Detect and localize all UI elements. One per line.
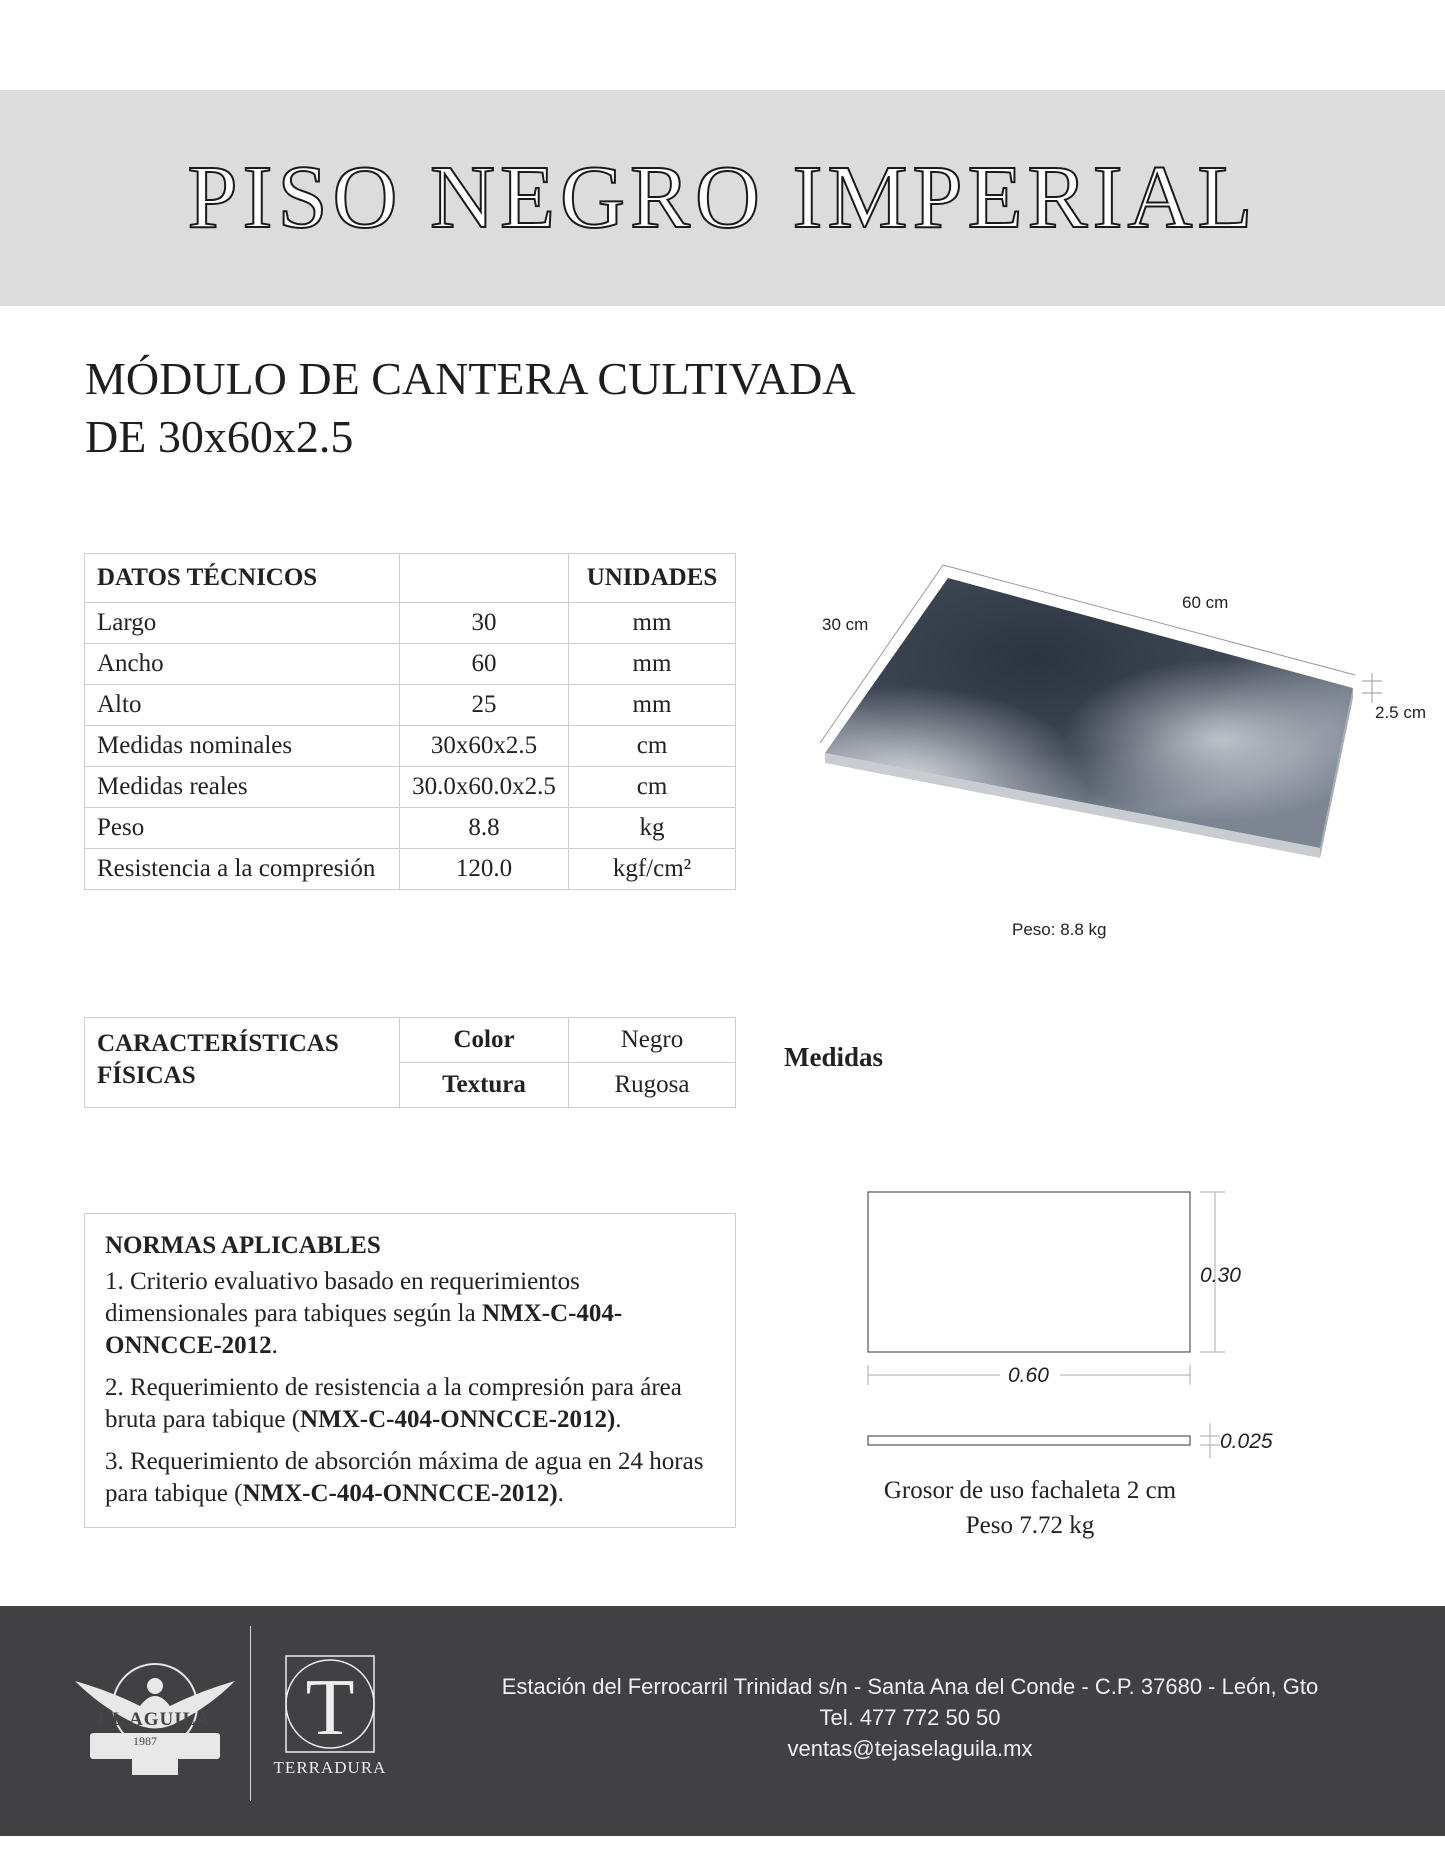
table-row <box>85 767 736 808</box>
title-banner <box>0 90 1445 306</box>
norma-2-code: NMX-C-404-ONNCCE-2012) <box>300 1406 616 1433</box>
row-value: 25 <box>400 685 569 726</box>
drawing-svg <box>860 1180 1300 1480</box>
table-row <box>85 849 736 890</box>
color-key: Color <box>400 1018 569 1063</box>
drawing-caption <box>850 1473 1210 1543</box>
norma-2-end: . <box>615 1406 622 1433</box>
texture-value: Rugosa <box>569 1063 736 1108</box>
physical-label-line-2: FÍSICAS <box>97 1062 196 1089</box>
table-row <box>85 808 736 849</box>
header-value <box>400 554 569 603</box>
norma-item-1 <box>105 1266 715 1362</box>
row-label: Peso <box>85 808 400 849</box>
product-subtitle <box>85 350 856 466</box>
tile-length-label: 60 cm <box>1182 593 1229 612</box>
norma-2-text: 2. Requerimiento de resistencia a la compresión para área bruta para tabique ( <box>105 1374 682 1433</box>
norma-item-3 <box>105 1446 715 1510</box>
drawing-edge-rect <box>868 1436 1190 1445</box>
row-unit: kg <box>569 808 736 849</box>
row-unit: mm <box>569 685 736 726</box>
terradura-letter: T <box>305 1664 355 1752</box>
page-title: PISO NEGRO IMPERIAL <box>187 148 1258 247</box>
row-label: Resistencia a la compresión <box>85 849 400 890</box>
footer-email[interactable]: ventas@tejaselaguila.mx <box>787 1736 1033 1761</box>
drawing-caption-line-2: Peso 7.72 kg <box>965 1512 1095 1539</box>
table-row <box>85 685 736 726</box>
table-row <box>85 603 736 644</box>
tile-weight-label: Peso: 8.8 kg <box>1012 920 1107 939</box>
row-unit: mm <box>569 603 736 644</box>
subtitle-line-2: DE 30x60x2.5 <box>85 411 354 462</box>
color-value: Negro <box>569 1018 736 1063</box>
physical-characteristics-table <box>84 1017 736 1108</box>
row-unit: mm <box>569 644 736 685</box>
row-label: Ancho <box>85 644 400 685</box>
dimension-drawing <box>860 1180 1300 1480</box>
header-unit: UNIDADES <box>569 554 736 603</box>
drawing-thickness-label: 0.025 <box>1220 1430 1273 1453</box>
header-label: DATOS TÉCNICOS <box>85 554 400 603</box>
row-label: Medidas nominales <box>85 726 400 767</box>
row-unit: cm <box>569 726 736 767</box>
table-row <box>85 644 736 685</box>
row-value: 60 <box>400 644 569 685</box>
row-value: 30x60x2.5 <box>400 726 569 767</box>
drawing-width-label: 0.60 <box>1008 1364 1049 1387</box>
tile-width-label: 30 cm <box>822 615 869 634</box>
table-row <box>85 1018 736 1063</box>
norma-item-2 <box>105 1372 715 1436</box>
row-value: 30.0x60.0x2.5 <box>400 767 569 808</box>
norma-1-text: 1. Criterio evaluativo basado en requerimientos dimensionales para tabiques según la <box>105 1268 580 1327</box>
el-aguila-year: 1987 <box>133 1734 157 1748</box>
row-label: Largo <box>85 603 400 644</box>
drawing-caption-line-1: Grosor de uso fachaleta 2 cm <box>883 1477 1177 1504</box>
row-unit: kgf/cm² <box>569 849 736 890</box>
physical-label <box>85 1018 400 1108</box>
texture-key: Textura <box>400 1063 569 1108</box>
norma-3-code: NMX-C-404-ONNCCE-2012) <box>242 1480 558 1507</box>
normas-heading: NORMAS APLICABLES <box>105 1232 381 1259</box>
norma-3-end: . <box>557 1480 564 1507</box>
terradura-logo <box>272 1654 388 1754</box>
footer-contact <box>460 1671 1360 1764</box>
normas-box <box>84 1213 736 1528</box>
row-unit: cm <box>569 767 736 808</box>
medidas-heading: Medidas <box>784 1042 884 1072</box>
norma-3-text: 3. Requerimiento de absorción máxima de agua en 24 horas para tabique ( <box>105 1448 704 1507</box>
drawing-face-rect <box>868 1192 1190 1352</box>
logo-divider <box>250 1626 251 1801</box>
tech-data-table <box>84 553 736 890</box>
drawing-height-label: 0.30 <box>1200 1264 1241 1287</box>
row-value: 30 <box>400 603 569 644</box>
el-aguila-name: EL AGUILA <box>98 1709 212 1730</box>
tile-illustration <box>810 553 1440 953</box>
footer-phone: Tel. 477 772 50 50 <box>819 1705 1001 1730</box>
table-header-row <box>85 554 736 603</box>
table-row <box>85 726 736 767</box>
physical-label-line-1: CARACTERÍSTICAS <box>97 1030 339 1057</box>
row-value: 120.0 <box>400 849 569 890</box>
norma-1-end: . <box>271 1332 278 1359</box>
tile-product-image <box>810 553 1440 953</box>
subtitle-line-1: MÓDULO DE CANTERA CULTIVADA <box>85 353 856 404</box>
row-label: Medidas reales <box>85 767 400 808</box>
terradura-name: TERRADURA <box>273 1758 387 1777</box>
norma-1-code: NMX-C-404-ONNCCE-2012 <box>105 1300 623 1359</box>
row-label: Alto <box>85 685 400 726</box>
footer-address: Estación del Ferrocarril Trinidad s/n - Santa Ana del Conde - C.P. 37680 - León, Gto <box>501 1674 1319 1699</box>
footer <box>0 1606 1445 1836</box>
tile-thickness-label: 2.5 cm <box>1375 703 1427 722</box>
row-value: 8.8 <box>400 808 569 849</box>
